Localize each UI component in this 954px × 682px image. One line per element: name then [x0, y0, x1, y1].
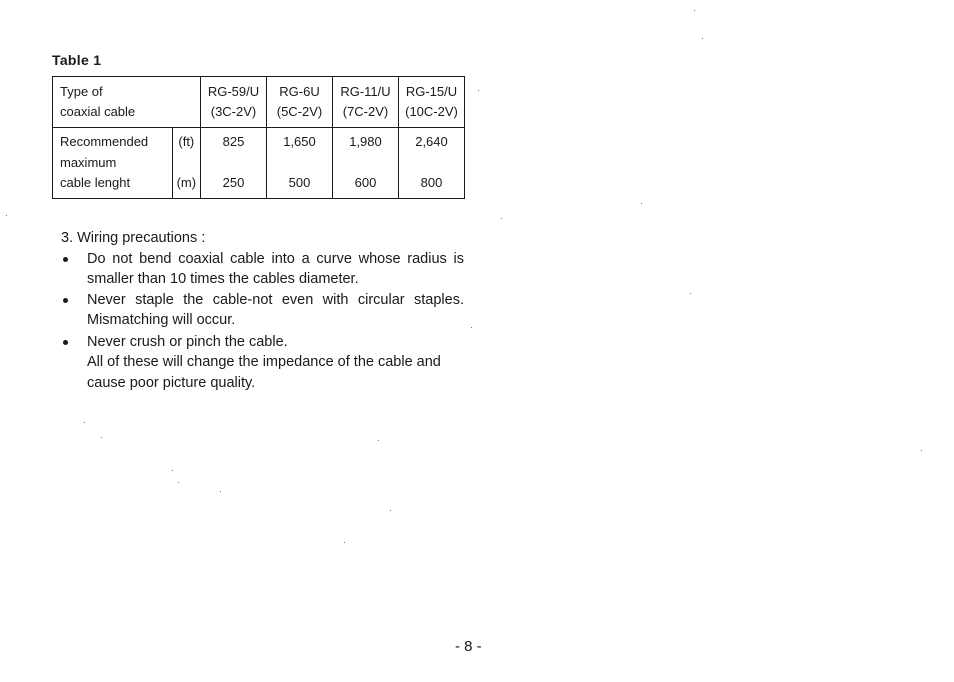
value-ft: 825 [222, 134, 245, 149]
unit-m: (m) [176, 175, 197, 190]
scan-speck [101, 437, 102, 438]
value-m: 250 [222, 175, 245, 190]
value-cell-rg6 [267, 128, 333, 199]
value-cell-rg11 [333, 128, 399, 199]
cable-code: (10C-2V) [405, 104, 458, 119]
scan-speck [178, 482, 179, 483]
cable-header-rg59 [201, 77, 267, 128]
row-label-cell [53, 128, 173, 199]
page-number: - 8 - [455, 638, 482, 655]
scan-speck [220, 491, 221, 492]
scan-speck [702, 38, 703, 39]
value-m: 500 [288, 175, 311, 190]
value-spacer [399, 153, 464, 174]
scan-speck [694, 10, 695, 11]
cable-length-table [52, 76, 465, 199]
value-spacer [333, 153, 398, 174]
cable-header-rg15 [399, 77, 465, 128]
unit-ft: (ft) [178, 134, 195, 149]
scan-speck [501, 218, 502, 219]
type-header-cell [53, 77, 201, 128]
cable-code: (3C-2V) [210, 104, 257, 119]
row-label-line1: Recommended [60, 134, 149, 149]
table-caption: Table 1 [52, 52, 102, 68]
section-heading: 3. Wiring precautions : [61, 230, 206, 246]
scan-speck [478, 90, 479, 91]
value-ft: 1,980 [349, 134, 382, 149]
cable-code: (5C-2V) [276, 104, 323, 119]
cable-name: RG-6U [279, 84, 320, 99]
bullet-item [60, 249, 464, 290]
unit-spacer [173, 153, 200, 174]
scan-speck [378, 440, 379, 441]
row-label-line2: maximum [60, 154, 117, 170]
bullet-dot-icon [63, 340, 68, 345]
bullet-item [60, 332, 464, 353]
value-ft: 2,640 [415, 134, 448, 149]
value-ft: 1,650 [283, 134, 316, 149]
scan-speck [390, 510, 391, 511]
unit-cell [172, 128, 200, 199]
bullet-text: Never crush or pinch the cable. [87, 333, 288, 350]
scan-speck [471, 327, 472, 328]
scan-speck [6, 215, 7, 216]
scan-speck [172, 470, 173, 471]
type-label-line1: Type of [60, 84, 103, 99]
bullet-dot-icon [63, 257, 68, 262]
bullet-item [60, 290, 464, 331]
value-cell-rg59 [201, 128, 267, 199]
value-m: 600 [354, 175, 377, 190]
scan-speck [690, 293, 691, 294]
value-m: 800 [420, 175, 443, 190]
table-header-row [53, 77, 465, 128]
value-spacer [201, 153, 266, 174]
wiring-precautions-section [60, 228, 464, 393]
bullet-text: Do not bend coaxial cable into a curve whose radius is smaller than 10 times the cables diameter. [87, 250, 464, 287]
bullet-dot-icon [63, 298, 68, 303]
cable-header-rg11 [333, 77, 399, 128]
scan-speck [344, 542, 345, 543]
closing-note: All of these will change the impedance of the cable and cause poor picture quality. [87, 354, 441, 391]
scan-speck [921, 450, 922, 451]
value-cell-rg15 [399, 128, 465, 199]
value-spacer [267, 153, 332, 174]
cable-name: RG-11/U [340, 84, 391, 99]
row-label-line3: cable lenght [60, 175, 131, 190]
table-data-row [53, 128, 465, 199]
scan-speck [641, 203, 642, 204]
type-label-line2: coaxial cable [60, 104, 136, 119]
scan-speck [84, 422, 85, 423]
cable-header-rg6 [267, 77, 333, 128]
cable-code: (7C-2V) [342, 104, 389, 119]
cable-name: RG-59/U [207, 84, 260, 99]
cable-name: RG-15/U [405, 84, 458, 99]
bullet-text: Never staple the cable-not even with circular staples. Mismatching will occur. [87, 291, 464, 328]
